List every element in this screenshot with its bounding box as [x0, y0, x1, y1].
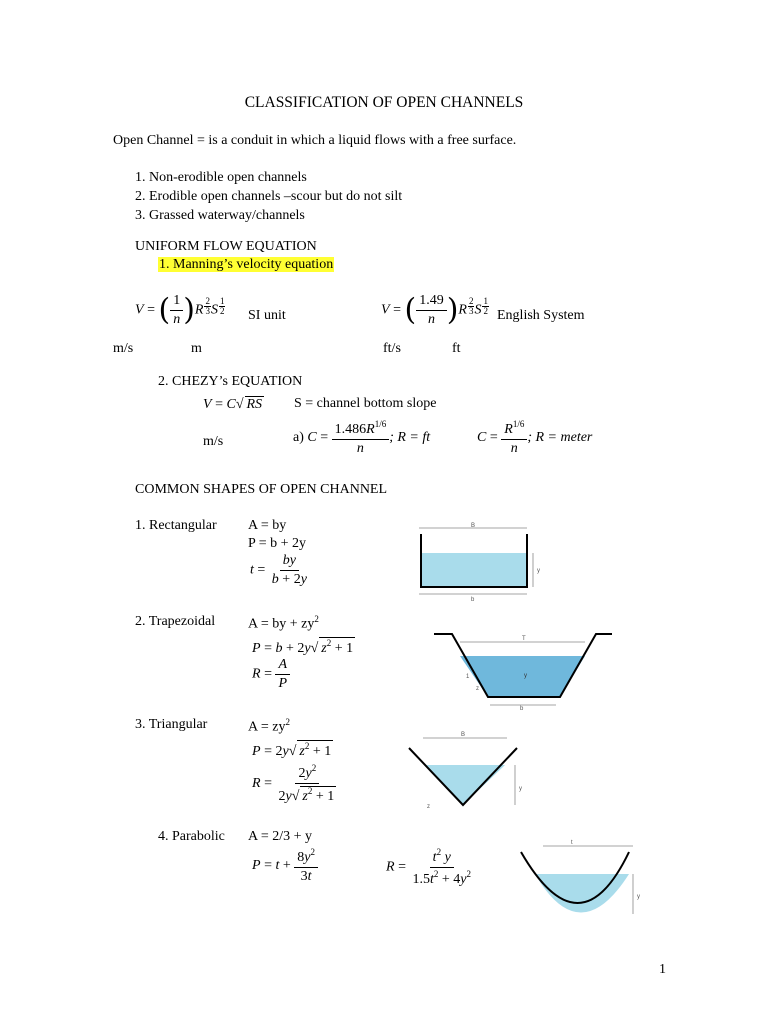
- parabolic-area: A = 2/3 + y: [248, 829, 313, 844]
- rect-depth-label: y: [537, 568, 540, 574]
- page-number: 1: [659, 962, 666, 977]
- chezy-ft-coefficient: 1.486: [334, 422, 367, 437]
- triangular-r-formula: R = $\frac{2y^2}{2y√ z^2 + 1}$: [252, 763, 335, 804]
- page-title: CLASSIFICATION OF OPEN CHANNELS: [244, 94, 524, 111]
- manning-heading: [158, 257, 334, 273]
- chezy-ft-tail: ; R = ft: [389, 430, 431, 446]
- parabolic-name: 4. Parabolic: [158, 829, 225, 844]
- trap-one-label: 1: [466, 674, 470, 680]
- parabolic-r-formula: R = $\frac{t^2 y}{1.5t^2 + 4y^2}$: [386, 847, 471, 887]
- slope-note: S = channel bottom slope: [294, 396, 437, 411]
- triangular-channel-figure: [405, 728, 530, 810]
- trapezoidal-area: A = by + $zy^2$: [248, 614, 319, 632]
- trap-bottom-label: b: [520, 706, 524, 710]
- english-coefficient: 1.49: [416, 294, 447, 311]
- trapezoidal-r-formula: R = $\frac{A}{P}$: [252, 658, 290, 691]
- list-item: 3. Grassed waterway/channels: [135, 208, 305, 223]
- trap-depth-label: y: [524, 673, 527, 679]
- units-en-radius: ft: [452, 341, 461, 356]
- chezy-units: m/s: [203, 434, 224, 449]
- tri-top-label: B: [461, 732, 466, 738]
- uniform-flow-heading: UNIFORM FLOW EQUATION: [135, 239, 317, 254]
- definition-text: Open Channel = is a conduit in which a liquid flows with a free surface.: [113, 133, 517, 148]
- triangular-area: $A = zy^2$: [248, 717, 290, 735]
- si-unit-label: SI unit: [248, 308, 286, 323]
- units-si-velocity: m/s: [113, 341, 134, 356]
- units-si-radius: m: [191, 341, 202, 356]
- chezy-equation: V = C√ RS: [203, 397, 263, 412]
- trapezoidal-channel-figure: [430, 622, 615, 710]
- triangular-perimeter: P = 2y√ $z^2 + 1$: [252, 741, 332, 759]
- rectangular-perimeter: P = b + 2y: [248, 536, 307, 551]
- chezy-m-equation: C = $\frac{R^{1/6}}{n}$ ; R = meter: [477, 419, 593, 456]
- manning-english-equation: V = ( $\frac{1.49}{n}$ )R $\frac{2}{3}$ S $\frac{1}{2}$: [381, 292, 488, 328]
- trap-top-label: T: [522, 636, 526, 642]
- chezy-a-label: a): [293, 430, 304, 446]
- english-system-label: English System: [497, 308, 585, 323]
- parabolic-perimeter: P = t + $\frac{8y^2}{3t}$: [252, 848, 318, 884]
- chezy-ft-equation: a) C = $\frac{1.486R^{1/6}}{n}$ ; R = ft: [293, 419, 431, 456]
- list-item: 1. Non-erodible open channels: [135, 170, 307, 185]
- tri-slope-label: z: [427, 804, 430, 810]
- rect-bottom-label: b: [471, 597, 475, 602]
- manning-heading-highlight: 1. Manning’s velocity equation: [159, 257, 334, 272]
- para-top-label: t: [571, 840, 573, 846]
- triangular-name: 3. Triangular: [135, 717, 208, 732]
- trapezoidal-name: 2. Trapezoidal: [135, 614, 216, 629]
- rectangular-t-formula: t = $\frac{by}{b + 2y}$: [250, 553, 307, 587]
- rectangular-channel-figure: [405, 520, 565, 602]
- trapezoidal-perimeter: P = b + 2y√ $z^2 + 1$: [252, 638, 354, 656]
- manning-si-equation: V = ( $\frac{1}{n}$ )R $\frac{2}{3}$ S $\frac{1}{2}$: [135, 292, 225, 328]
- parabolic-channel-figure: [515, 836, 655, 922]
- channel-types-list: [135, 168, 402, 225]
- tri-depth-label: y: [519, 786, 522, 792]
- chezy-heading: 2. CHEZY’s EQUATION: [158, 374, 303, 389]
- list-item: 2. Erodible open channels –scour but do not silt: [135, 189, 403, 204]
- si-coefficient: 1: [170, 294, 183, 311]
- chezy-m-tail: ; R = meter: [527, 430, 593, 446]
- para-depth-label: y: [637, 894, 640, 900]
- rect-top-label: B: [471, 523, 476, 529]
- rectangular-area: A = by: [248, 518, 287, 533]
- rectangular-name: 1. Rectangular: [135, 518, 217, 533]
- units-en-velocity: ft/s: [383, 341, 401, 356]
- shapes-heading: COMMON SHAPES OF OPEN CHANNEL: [135, 482, 388, 497]
- trap-slope-label: z: [476, 686, 479, 692]
